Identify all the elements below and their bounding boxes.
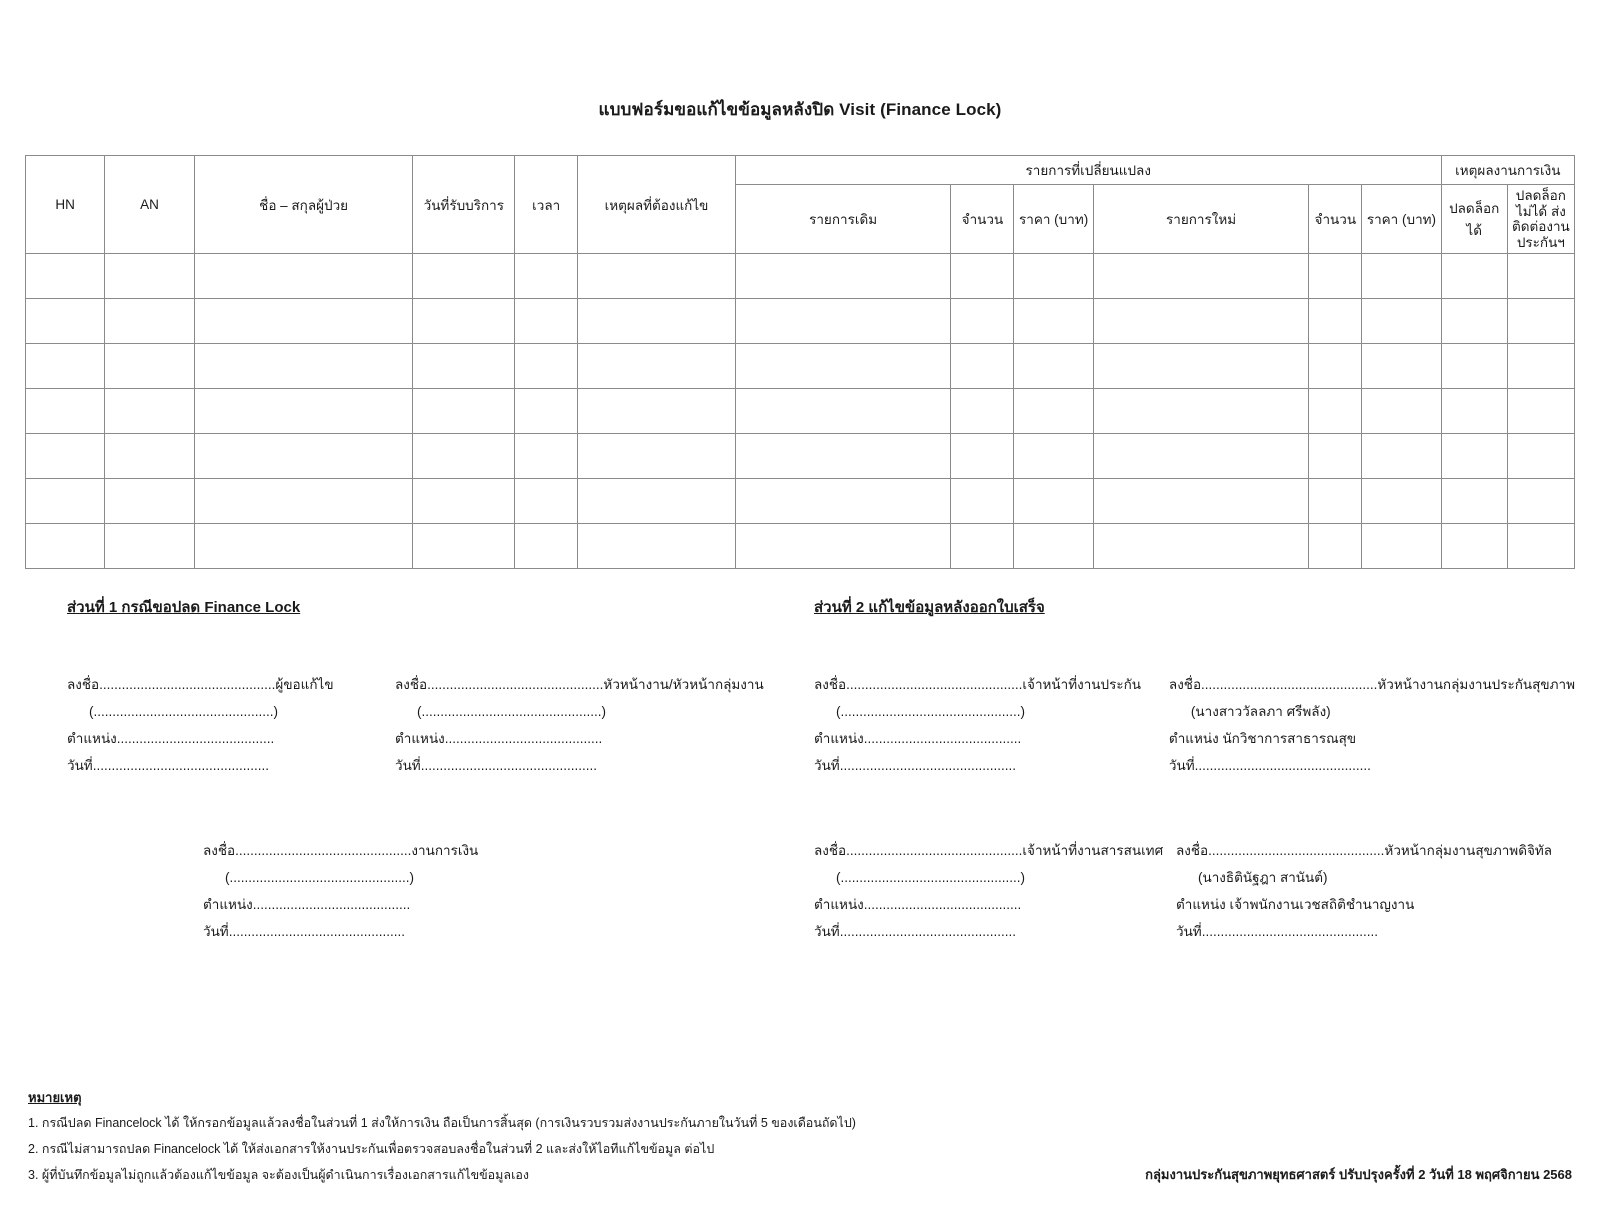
cell-hn[interactable]	[26, 479, 105, 524]
cell-service-date[interactable]	[413, 524, 515, 569]
cell-new-qty[interactable]	[1309, 389, 1362, 434]
cell-cannot-unlock[interactable]	[1507, 344, 1574, 389]
header-service-date: วันที่รับบริการ	[413, 156, 515, 254]
cell-service-date[interactable]	[413, 299, 515, 344]
cell-an[interactable]	[105, 479, 194, 524]
signature-date[interactable]: วันที่...............................................	[814, 758, 1016, 774]
header-patient-name: ชื่อ – สกุลผู้ป่วย	[194, 156, 413, 254]
note-item-2: 2. กรณีไม่สามารถปลด Financelock ได้ ให้ส่งเอกสารให้งานประกันเพื่อตรวจสอบลงชื่อในส่วนที่ 2 และส่งให้ไอทีแก้ไขข้อมูล ต่อไป	[28, 1142, 715, 1157]
footer-revision-text: กลุ่มงานประกันสุขภาพยุทธศาสตร์ ปรับปรุงครั้งที่ 2 วันที่ 18 พฤศจิกายน 2568	[1145, 1167, 1572, 1183]
cell-new-item[interactable]	[1093, 299, 1309, 344]
cell-new-price[interactable]	[1362, 254, 1441, 299]
cell-cannot-unlock[interactable]	[1507, 254, 1574, 299]
signature-position: ตำแหน่ง เจ้าพนักงานเวชสถิติชำนาญงาน	[1176, 897, 1415, 913]
header-time: เวลา	[515, 156, 578, 254]
cell-new-item[interactable]	[1093, 479, 1309, 524]
cell-old-item[interactable]	[735, 254, 951, 299]
cell-new-price[interactable]	[1362, 434, 1441, 479]
signature-position[interactable]: ตำแหน่ง..........................................	[395, 731, 603, 747]
cell-service-date[interactable]	[413, 479, 515, 524]
table-header-row-1	[26, 156, 1575, 185]
signature-line[interactable]: ลงชื่อ...............................................หัวหน้ากลุ่มงานสุขภาพดิจิทัล	[1176, 843, 1553, 859]
section-2-signature-row-1	[800, 671, 1575, 779]
signature-position[interactable]: ตำแหน่ง..........................................	[67, 731, 275, 747]
signature-date[interactable]: วันที่...............................................	[1168, 758, 1371, 774]
cell-old-price[interactable]	[1014, 344, 1093, 389]
document-page	[0, 96, 1600, 1227]
cell-service-date[interactable]	[413, 434, 515, 479]
cell-old-item[interactable]	[735, 389, 951, 434]
signature-insurance-officer	[800, 671, 1147, 779]
cell-old-price[interactable]	[1014, 389, 1093, 434]
cell-patient-name[interactable]	[194, 524, 413, 569]
section-2	[800, 595, 1575, 945]
cell-service-date[interactable]	[413, 254, 515, 299]
cell-time[interactable]	[515, 434, 578, 479]
signature-date[interactable]: วันที่...............................................	[67, 758, 269, 774]
cell-service-date[interactable]	[413, 389, 515, 434]
cell-reason[interactable]	[578, 524, 736, 569]
signature-position[interactable]: ตำแหน่ง..........................................	[814, 731, 1022, 747]
cell-time[interactable]	[515, 389, 578, 434]
cell-patient-name[interactable]	[194, 479, 413, 524]
cell-can-unlock[interactable]	[1441, 479, 1507, 524]
header-new-qty: จำนวน	[1309, 185, 1362, 254]
cell-time[interactable]	[515, 299, 578, 344]
signature-date[interactable]: วันที่...............................................	[814, 924, 1016, 940]
cell-hn[interactable]	[26, 254, 105, 299]
cell-old-price[interactable]	[1014, 299, 1093, 344]
cell-old-item[interactable]	[735, 344, 951, 389]
cell-can-unlock[interactable]	[1441, 344, 1507, 389]
table-row[interactable]	[26, 299, 1575, 344]
cell-cannot-unlock[interactable]	[1507, 299, 1574, 344]
header-reason: เหตุผลที่ต้องแก้ไข	[578, 156, 736, 254]
cell-hn[interactable]	[26, 299, 105, 344]
cell-can-unlock[interactable]	[1441, 389, 1507, 434]
cell-old-qty[interactable]	[951, 254, 1014, 299]
signature-supervisor	[367, 671, 764, 779]
cell-new-price[interactable]	[1362, 524, 1441, 569]
cell-new-item[interactable]	[1093, 389, 1309, 434]
cell-new-item[interactable]	[1093, 254, 1309, 299]
cell-reason[interactable]	[578, 434, 736, 479]
cell-an[interactable]	[105, 344, 194, 389]
header-new-item: รายการใหม่	[1093, 185, 1309, 254]
header-old-price: ราคา (บาท)	[1014, 185, 1093, 254]
signature-line[interactable]: ลงชื่อ...............................................งานการเงิน	[203, 843, 479, 859]
signature-position: ตำแหน่ง นักวิชาการสาธารณสุข	[1168, 731, 1357, 747]
section-1-signature-row-1	[25, 671, 800, 779]
table-row[interactable]	[26, 389, 1575, 434]
cell-an[interactable]	[105, 524, 194, 569]
header-finance-group: เหตุผลงานการเงิน	[1441, 156, 1574, 185]
header-hn: HN	[26, 156, 105, 254]
signature-name-paren[interactable]: (................................................)	[836, 704, 1026, 720]
cell-new-item[interactable]	[1093, 344, 1309, 389]
cell-old-item[interactable]	[735, 434, 951, 479]
header-new-price: ราคา (บาท)	[1362, 185, 1441, 254]
cell-patient-name[interactable]	[194, 389, 413, 434]
cell-old-price[interactable]	[1014, 254, 1093, 299]
cell-time[interactable]	[515, 524, 578, 569]
cell-old-qty[interactable]	[951, 344, 1014, 389]
cell-reason[interactable]	[578, 389, 736, 434]
cell-new-qty[interactable]	[1309, 434, 1362, 479]
cell-cannot-unlock[interactable]	[1507, 389, 1574, 434]
cell-old-item[interactable]	[735, 299, 951, 344]
header-an: AN	[105, 156, 194, 254]
cell-new-price[interactable]	[1362, 344, 1441, 389]
cell-new-qty[interactable]	[1309, 479, 1362, 524]
signature-line[interactable]: ลงชื่อ...............................................หัวหน้างานกลุ่มงานประกันสุขภาพ	[1168, 677, 1575, 693]
header-changes-group: รายการที่เปลี่ยนแปลง	[735, 156, 1441, 185]
cell-an[interactable]	[105, 254, 194, 299]
cell-old-price[interactable]	[1014, 524, 1093, 569]
table-body	[26, 254, 1575, 569]
cell-old-price[interactable]	[1014, 434, 1093, 479]
signature-line[interactable]: ลงชื่อ...............................................เจ้าหน้าที่งานประกัน	[814, 677, 1142, 693]
header-old-qty: จำนวน	[951, 185, 1014, 254]
table-row[interactable]	[26, 434, 1575, 479]
signature-line[interactable]: ลงชื่อ...............................................เจ้าหน้าที่งานสารสนเทศ	[814, 843, 1164, 859]
signature-name-paren: (นางสาววัลลภา ศรีพลัง)	[1190, 704, 1331, 720]
cell-old-item[interactable]	[735, 479, 951, 524]
signature-sections	[25, 595, 1575, 945]
cell-new-price[interactable]	[1362, 389, 1441, 434]
note-item-3: 3. ผู้ที่บันทึกข้อมูลไม่ถูกแล้วต้องแก้ไขข้อมูล จะต้องเป็นผู้ดำเนินการเรื่องเอกสารแก้ไขข้อมูลเอง	[28, 1167, 529, 1182]
header-can-unlock: ปลดล็อกได้	[1441, 185, 1507, 254]
cell-hn[interactable]	[26, 389, 105, 434]
cell-reason[interactable]	[578, 299, 736, 344]
table-row[interactable]	[26, 479, 1575, 524]
cell-new-qty[interactable]	[1309, 344, 1362, 389]
cell-new-price[interactable]	[1362, 479, 1441, 524]
table-row[interactable]	[26, 524, 1575, 569]
signature-requester	[25, 671, 367, 779]
cell-an[interactable]	[105, 389, 194, 434]
cell-hn[interactable]	[26, 344, 105, 389]
cell-service-date[interactable]	[413, 344, 515, 389]
signature-insurance-head	[1147, 671, 1575, 779]
signature-name-paren: (นางธิตินัฐฎา สานันต์)	[1198, 870, 1328, 886]
cell-new-price[interactable]	[1362, 299, 1441, 344]
section-2-heading: ส่วนที่ 2 แก้ไขข้อมูลหลังออกใบเสร็จ	[814, 599, 1045, 617]
cell-an[interactable]	[105, 434, 194, 479]
note-item-1: 1. กรณีปลด Financelock ได้ ให้กรอกข้อมูลแล้วลงชื่อในส่วนที่ 1 ส่งให้การเงิน ถือเป็นการสิ้นสุด (การเงินรวบรวมส่งงานประกันภายในวันที่ 5 ของเดือนถัดไป)	[28, 1116, 856, 1131]
cell-new-qty[interactable]	[1309, 254, 1362, 299]
cell-cannot-unlock[interactable]	[1507, 434, 1574, 479]
signature-date[interactable]: วันที่...............................................	[203, 924, 405, 940]
signature-date[interactable]: วันที่...............................................	[1176, 924, 1378, 940]
signature-finance	[25, 837, 478, 945]
section-1-heading: ส่วนที่ 1 กรณีขอปลด Finance Lock	[67, 599, 301, 617]
cell-time[interactable]	[515, 479, 578, 524]
cell-hn[interactable]	[26, 524, 105, 569]
notes-block	[28, 1085, 1572, 1189]
header-old-item: รายการเดิม	[735, 185, 951, 254]
signature-position[interactable]: ตำแหน่ง..........................................	[203, 897, 411, 913]
table-row[interactable]	[26, 344, 1575, 389]
signature-name-paren[interactable]: (................................................)	[225, 870, 415, 886]
cell-patient-name[interactable]	[194, 434, 413, 479]
cell-reason[interactable]	[578, 344, 736, 389]
cell-new-item[interactable]	[1093, 434, 1309, 479]
cell-patient-name[interactable]	[194, 344, 413, 389]
cell-time[interactable]	[515, 254, 578, 299]
header-cannot-unlock: ปลดล็อกไม่ได้ ส่งติดต่องานประกันฯ	[1507, 185, 1574, 254]
signature-position[interactable]: ตำแหน่ง..........................................	[814, 897, 1022, 913]
section-2-signature-row-2	[800, 837, 1575, 945]
cell-new-qty[interactable]	[1309, 524, 1362, 569]
cell-old-price[interactable]	[1014, 479, 1093, 524]
cell-hn[interactable]	[26, 434, 105, 479]
cell-cannot-unlock[interactable]	[1507, 524, 1574, 569]
signature-digital-health-head	[1154, 837, 1552, 945]
page-title: แบบฟอร์มขอแก้ไขข้อมูลหลังปิด Visit (Finance Lock)	[598, 100, 1002, 119]
signature-name-paren[interactable]: (................................................)	[836, 870, 1026, 886]
cell-cannot-unlock[interactable]	[1507, 479, 1574, 524]
cell-old-qty[interactable]	[951, 434, 1014, 479]
cell-patient-name[interactable]	[194, 254, 413, 299]
signature-it-officer	[800, 837, 1164, 945]
signature-date[interactable]: วันที่...............................................	[395, 758, 597, 774]
cell-can-unlock[interactable]	[1441, 254, 1507, 299]
table-row[interactable]	[26, 254, 1575, 299]
cell-time[interactable]	[515, 344, 578, 389]
cell-an[interactable]	[105, 299, 194, 344]
cell-old-qty[interactable]	[951, 389, 1014, 434]
signature-line[interactable]: ลงชื่อ...............................................หัวหน้างาน/หัวหน้ากลุ่มงาน	[395, 677, 764, 693]
cell-can-unlock[interactable]	[1441, 434, 1507, 479]
correction-request-table	[25, 155, 1575, 569]
section-1-signature-row-2	[25, 837, 800, 945]
cell-reason[interactable]	[578, 479, 736, 524]
notes-title: หมายเหตุ	[28, 1089, 82, 1105]
signature-line[interactable]: ลงชื่อ...............................................ผู้ขอแก้ไข	[67, 677, 334, 693]
cell-can-unlock[interactable]	[1441, 299, 1507, 344]
signature-name-paren[interactable]: (................................................)	[417, 704, 607, 720]
signature-name-paren[interactable]: (................................................)	[89, 704, 279, 720]
cell-can-unlock[interactable]	[1441, 524, 1507, 569]
cell-old-item[interactable]	[735, 524, 951, 569]
cell-old-qty[interactable]	[951, 524, 1014, 569]
cell-old-qty[interactable]	[951, 299, 1014, 344]
cell-old-qty[interactable]	[951, 479, 1014, 524]
cell-new-item[interactable]	[1093, 524, 1309, 569]
cell-new-qty[interactable]	[1309, 299, 1362, 344]
cell-reason[interactable]	[578, 254, 736, 299]
section-1	[25, 595, 800, 945]
cell-patient-name[interactable]	[194, 299, 413, 344]
